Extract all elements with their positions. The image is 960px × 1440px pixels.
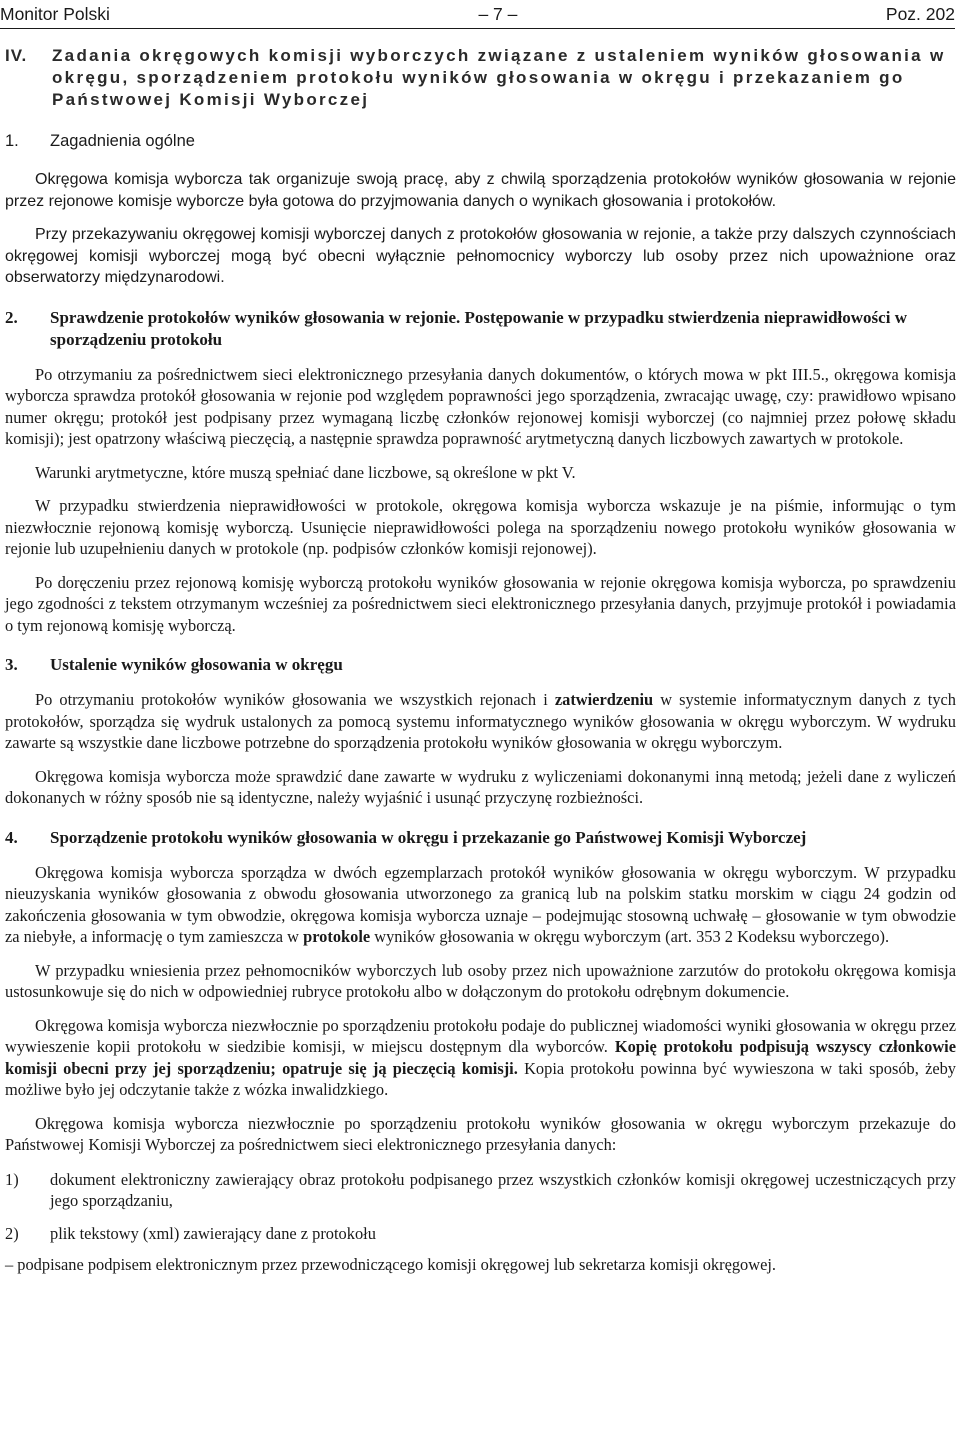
paragraph — [5, 689, 956, 754]
text-run: Kopia protokołu powinna być wywieszona w taki sposób, żeby możliwe było jej odczytanie także z wózka inwalidzkiego. — [5, 1058, 957, 1099]
section-title: Sporządzenie protokołu wyników głosowania w okręgu i przekazanie go Państwowej Komisji Wyborczej — [50, 827, 807, 847]
paragraph: W przypadku wniesienia przez pełnomocników wyborczych lub osoby przez nich upoważnione zarzutów do protokołu okręgowa komisja ustosunkowuje się do nich w odpowiedniej rubryce protokołu albo w dołączonym do protokołu odrębnym dokumencie. — [5, 960, 956, 1001]
list-item-number: 1) — [5, 1169, 19, 1189]
journal-title: Monitor Polski — [0, 3, 110, 24]
text-run: Okręgowa komisja wyborcza niezwłocznie po sporządzeniu protokołu podaje do publicznej wiadomości wyniki głosowania w okręgu przez wywieszenie kopii protokołu w siedzibie komisji, w miejscu dostępnym dla wyborców. — [5, 1015, 956, 1056]
text-run: w systemie informatycznym danych z tych protokołów, sporządza się wydruk ustalonych za pomocą systemu informatycznego wyników głosowania w okręgu wyborczym. W wydruku zawarte są wszystkie dane liczbowe potrzebne do sporządzenia protokołu wyników głosowania w okręgu wyborczym. — [5, 690, 956, 752]
section-1-heading — [5, 130, 956, 152]
bold-run: zatwierdzeniu — [554, 690, 654, 709]
chapter-heading — [5, 45, 956, 111]
chapter-title: Zadania okręgowych komisji wyborczych związane z ustaleniem wyników głosowania w okręgu, sporządzeniem protokołu wyników głosowania w okręgu i przekazaniem go Państwowej Komisji Wyborczej — [52, 46, 946, 109]
chapter-number: IV. — [5, 46, 28, 65]
section-number: 1. — [5, 132, 19, 150]
paragraph: Okręgowa komisja wyborcza może sprawdzić dane zawarte w wydruku z wyliczeniami dokonanymi inną metodą; jeżeli dane z wyliczeń dokonanych w różny sposób nie są identyczne, należy wyjaśnić i usunąć przyczynę rozbieżności. — [5, 766, 956, 807]
section-title: Sprawdzenie protokołów wyników głosowania w rejonie. Postępowanie w przypadku stwierdzenia nieprawidłowości w sporządzeniu protokołu — [50, 307, 907, 349]
paragraph — [5, 1015, 956, 1101]
list-item-text: dokument elektroniczny zawierający obraz protokołu podpisanego przez wszystkich członków komisji okręgowej uczestniczących przy jego sporządzaniu, — [50, 1169, 956, 1210]
list-item-number: 2) — [5, 1223, 19, 1243]
section-number: 4. — [5, 827, 18, 847]
section-2-heading — [5, 307, 956, 351]
text-run: Po otrzymaniu protokołów wyników głosowania we wszystkich rejonach i — [35, 690, 555, 709]
section-number: 3. — [5, 655, 18, 674]
list-item-text: plik tekstowy (xml) zawierający dane z protokołu — [50, 1223, 376, 1243]
bold-run: Kopię protokołu podpisują wszyscy członkowie komisji obecni przy jej sporządzeniu; opatruje się ją pieczęcią komisji. — [5, 1037, 956, 1078]
section-title: Zagadnienia ogólne — [50, 132, 195, 150]
paragraph: Okręgowa komisja wyborcza tak organizuje swoją pracę, aby z chwilą sporządzenia protokołów wyników głosowania w rejonie przez rejonowe komisje wyborcze była gotowa do przyjmowania danych o wynikach głosowania i protokołów. — [5, 171, 956, 210]
text-run: Okręgowa komisja wyborcza sporządza w dwóch egzemplarzach protokół wyników głosowania w okręgu wyborczym. W przypadku nieuzyskania wyników głosowania z obwodu głosowania utworzonego za granicą lub na polskim statku morskim w ciągu 24 godzin od zakończenia głosowania w tym obwodzie, okręgowa komisja wyborcza uznaje – podejmując stosowną uchwałę – głosowanie w tym obwodzie za niebyłe, a informację o tym zamieszcza w — [5, 862, 956, 946]
text-run: wyników głosowania w okręgu wyborczym (art. 353 2 Kodeksu wyborczego). — [370, 927, 890, 946]
section-number: 2. — [5, 307, 18, 327]
paragraph — [5, 862, 956, 948]
section-3-heading — [5, 654, 956, 676]
page-header — [0, 0, 955, 29]
section-title: Ustalenie wyników głosowania w okręgu — [50, 655, 343, 674]
bold-run: protokole — [303, 927, 371, 946]
closing-note: – podpisane podpisem elektronicznym przez przewodniczącego komisji okręgowej lub sekretarza komisji okręgowej. — [5, 1255, 777, 1274]
list-item — [5, 1169, 956, 1212]
paragraph: Okręgowa komisja wyborcza niezwłocznie po sporządzeniu protokołu wyników głosowania w okręgu wyborczym przekazuje do Państwowej Komisji Wyborczej za pośrednictwem sieci elektronicznego przesyłania danych: — [5, 1113, 956, 1154]
paragraph: Przy przekazywaniu okręgowej komisji wyborczej danych z protokołów głosowania w rejonie, a także przy dalszych czynnościach okręgowej komisji wyborczej mogą być obecni wyłącznie pełnomocnicy wyborczy lub osoby przez nich upoważnione oraz obserwatorzy międzynarodowi. — [5, 226, 956, 286]
list-item — [5, 1223, 956, 1245]
paragraph: Po doręczeniu przez rejonową komisję wyborczą protokołu wyników głosowania w rejonie okręgowa komisja wyborcza, po sprawdzeniu jego zgodności z tekstem otrzymanym wcześniej za pośrednictwem sieci elektronicznego przesyłania danych, przyjmuje protokół i powiadamia o tym rejonową komisję wyborczą. — [5, 572, 956, 635]
paragraph: W przypadku stwierdzenia nieprawidłowości w protokole, okręgowa komisja wyborcza wskazuje je na piśmie, informując o tym niezwłocznie rejonową komisję wyborczą. Usunięcie nieprawidłowości polega na sporządzeniu nowego protokołu wyników głosowania w rejonie lub uzupełnieniu danych w protokole (np. podpisów członków komisji rejonowej). — [5, 496, 956, 558]
paragraph: Warunki arytmetyczne, które muszą spełniać dane liczbowe, są określone w pkt V. — [35, 462, 576, 482]
position-number: Poz. 202 — [885, 3, 955, 24]
paragraph: Po otrzymaniu za pośrednictwem sieci elektronicznego przesyłania danych dokumentów, o których mowa w pkt III.5., okręgowa komisja wyborcza sprawdza protokół głosowania w rejonie pod względem poprawności jego sporządzenia, zwracając uwagę, czy: prawidłowo wpisano numer okręgu; protokół jest podpisany przez wymaganą liczbę członków rejonowej komisji wyborczej (co najmniej przez połowę składu komisji); jest opatrzony właściwą pieczęcią, a następnie sprawdza poprawność arytmetyczną danych liczbowych zawartych w protokole. — [5, 364, 956, 448]
section-4-heading — [5, 827, 956, 849]
page-number: – 7 – — [478, 3, 518, 24]
